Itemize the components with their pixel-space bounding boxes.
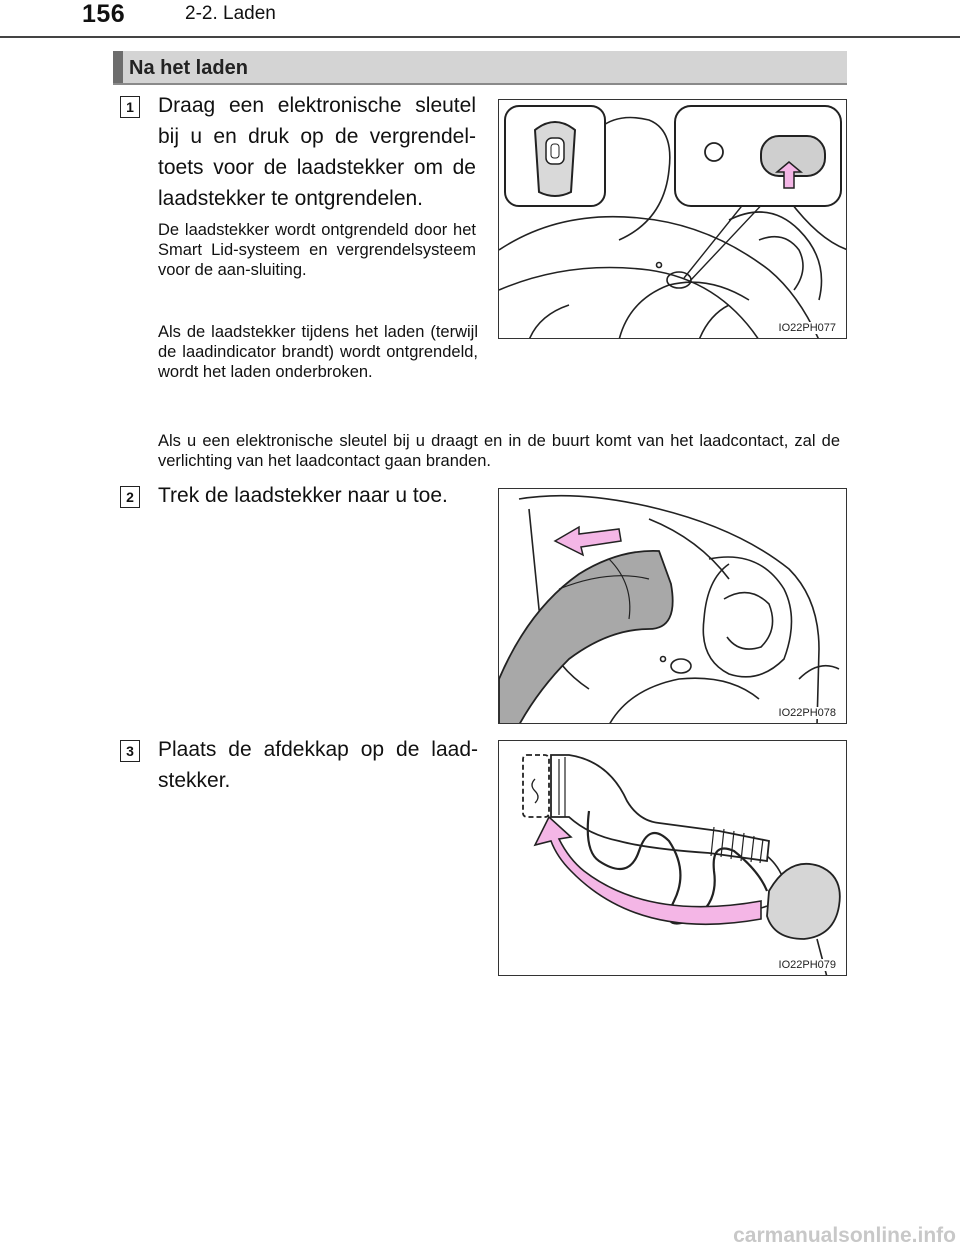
figure-2 <box>498 488 847 724</box>
step-2-number: 2 <box>120 486 140 508</box>
section-heading-bar <box>113 51 847 85</box>
figure-1 <box>498 99 847 339</box>
figure-1-illustration <box>499 100 847 339</box>
step-2-text: Trek de laadstekker naar u toe. <box>158 484 448 507</box>
watermark: carmanualsonline.info <box>733 1224 956 1247</box>
page-number: 156 <box>82 0 126 28</box>
header-rule <box>0 36 960 38</box>
figure-3 <box>498 740 847 976</box>
step-3-number: 3 <box>120 740 140 762</box>
step-1-text: Draag een elektronische sleutel bij u en druk op de vergrendel-toets voor de laadstekker om de laadstekker te ontgrendelen. <box>158 94 476 210</box>
step-1-note-2: Als de laadstekker tijdens het laden (terwijl de laadindicator brandt) wordt ontgrendeld, wordt het laden onderbroken. <box>158 323 478 381</box>
step-1-note-3: Als u een elektronische sleutel bij u draagt en in de buurt komt van het laadcontact, zal de verlichting van het laadcontact gaan branden. <box>158 432 840 470</box>
figure-3-code: IO22PH079 <box>778 959 836 971</box>
step-3-text: Plaats de afdekkap op de laad-stekker. <box>158 738 478 792</box>
section-title: 2-2. Laden <box>185 3 276 24</box>
figure-3-illustration <box>499 741 847 976</box>
section-heading-accent <box>113 51 123 83</box>
figure-2-code: IO22PH078 <box>778 707 836 719</box>
figure-2-illustration <box>499 489 847 724</box>
step-1-number: 1 <box>120 96 140 118</box>
step-1-note-1: De laadstekker wordt ontgrendeld door het Smart Lid-systeem en vergrendelsysteem voor de aan-sluiting. <box>158 221 476 279</box>
figure-1-code: IO22PH077 <box>778 322 836 334</box>
section-heading: Na het laden <box>129 57 248 79</box>
